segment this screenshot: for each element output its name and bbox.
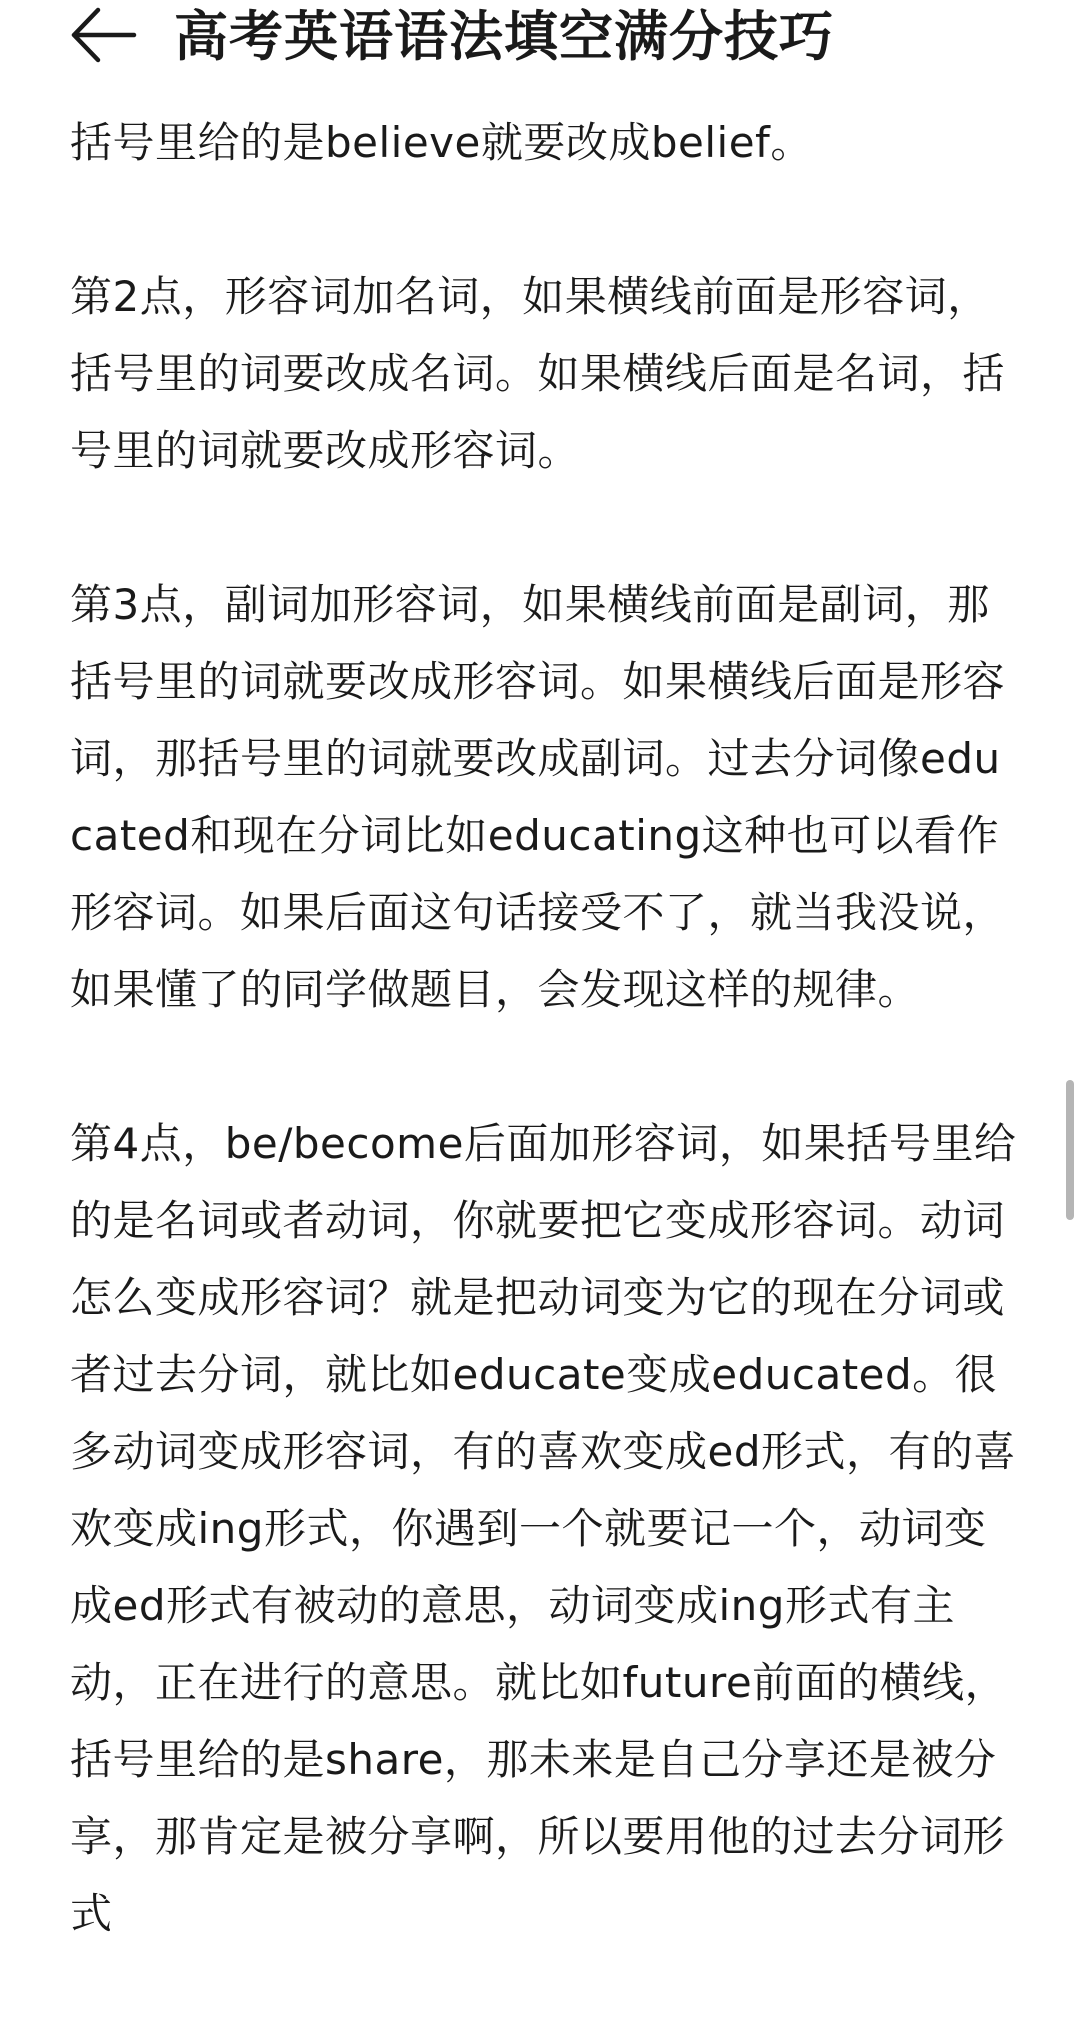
article-paragraph-1: 括号里给的是believe就要改成belief。 <box>70 118 813 167</box>
scrollbar-thumb[interactable] <box>1066 1080 1074 1220</box>
article-paragraph-2: 第2点，形容词加名词，如果横线前面是形容词，括号里的词要改成名词。如果横线后面是名词，括号里的词就要改成形容词。 <box>70 272 1006 475</box>
back-button[interactable] <box>68 2 140 68</box>
scrollbar[interactable] <box>1060 1080 1080 1280</box>
article-paragraph-4: 第4点，be/become后面加形容词，如果括号里给的是名词或者动词，你就要把它变成形容词。动词怎么变成形容词？就是把动词变为它的现在分词或者过去分词，就比如educate变成educated。很多动词变成形容词，有的喜欢变成ed形式，有的喜欢变成ing形式，你遇到一个就要记一个，动词变成ed形式有被动的意思，动词变成ing形式有主动，正在进行的意思。就比如future前面的横线，括号里给的是share，那未来是自己分享还是被分享，那肯定是被分享啊，所以要用他的过去分词形式 <box>70 1119 1017 1938</box>
top-app-bar <box>0 0 1080 78</box>
page-title: 高考英语语法填空满分技巧 <box>174 5 834 68</box>
article-body <box>70 104 1020 2029</box>
arrow-left-icon <box>68 2 140 68</box>
article-paragraph-3: 第3点，副词加形容词，如果横线前面是副词，那括号里的词就要改成形容词。如果横线后面是形容词，那括号里的词就要改成副词。过去分词像educated和现在分词比如educating这种也可以看作形容词。如果后面这句话接受不了，就当我没说，如果懂了的同学做题目，会发现这样的规律。 <box>70 580 1006 1014</box>
